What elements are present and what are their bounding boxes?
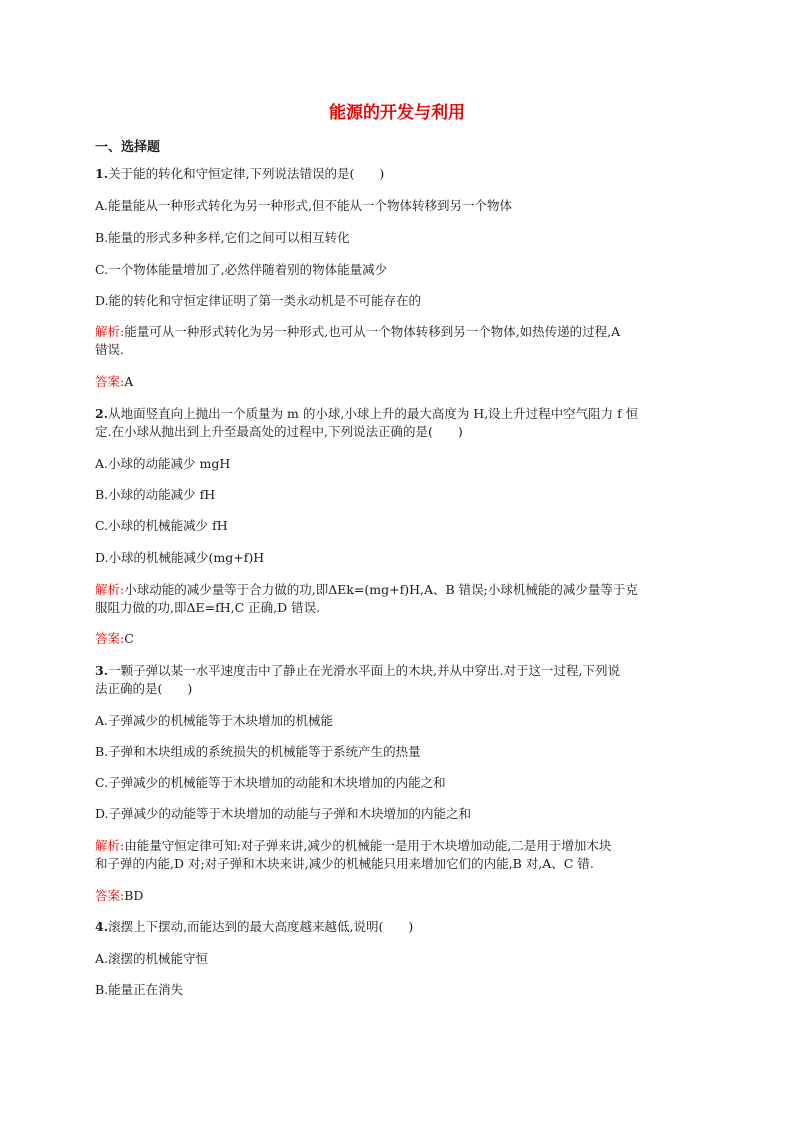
analysis-label: 解析: bbox=[95, 838, 125, 853]
question-3-stem-line-1 bbox=[95, 661, 700, 681]
q2-option-c: C.小球的机械能减少 fH bbox=[95, 518, 228, 533]
answer-label: 答案: bbox=[95, 631, 125, 646]
question-number: 2. bbox=[95, 406, 109, 421]
answer-value: BD bbox=[124, 888, 144, 903]
question-4-stem bbox=[95, 917, 700, 937]
answer-value: A bbox=[124, 374, 134, 389]
question-number: 1. bbox=[95, 166, 109, 181]
question-number: 3. bbox=[95, 663, 109, 678]
q1-analysis-line-1 bbox=[95, 322, 700, 342]
q1-option-a: A.能量能从一种形式转化为另一种形式,但不能从一个物体转移到另一个物体 bbox=[95, 198, 512, 213]
analysis-text: 能量可从一种形式转化为另一种形式,也可从一个物体转移到另一个物体,如热传递的过程,A bbox=[124, 324, 621, 339]
question-2-stem-line-1 bbox=[95, 404, 700, 424]
page-title: 能源的开发与利用 bbox=[329, 103, 465, 123]
q4-option-b: B.能量正在消失 bbox=[95, 982, 184, 997]
q1-analysis-line-2: 错误. bbox=[95, 342, 124, 357]
analysis-text: 由能量守恒定律可知:对子弹来讲,减少的机械能一是用于木块增加动能,二是用于增加木块 bbox=[124, 838, 612, 853]
question-text: 滚摆上下摆动,而能达到的最大高度越来越低,说明( ) bbox=[108, 919, 414, 934]
q4-option-a: A.滚摆的机械能守恒 bbox=[95, 951, 209, 966]
question-text: 一颗子弹以某一水平速度击中了静止在光滑水平面上的木块,并从中穿出.对于这一过程,下列说 bbox=[108, 663, 620, 678]
question-text: 关于能的转化和守恒定律,下列说法错误的是( ) bbox=[108, 166, 385, 181]
q1-answer bbox=[95, 372, 700, 392]
question-number: 4. bbox=[95, 919, 109, 934]
q3-answer bbox=[95, 886, 700, 906]
answer-label: 答案: bbox=[95, 374, 125, 389]
q2-answer bbox=[95, 629, 700, 649]
answer-label: 答案: bbox=[95, 888, 125, 903]
q1-option-d: D.能的转化和守恒定律证明了第一类永动机是不可能存在的 bbox=[95, 293, 422, 308]
q2-analysis-line-2: 服阻力做的功,即ΔE=fH,C 正确,D 错误. bbox=[95, 600, 321, 615]
q3-option-d: D.子弹减少的动能等于木块增加的动能与子弹和木块增加的内能之和 bbox=[95, 806, 472, 821]
answer-value: C bbox=[124, 631, 134, 646]
q3-analysis-line-1 bbox=[95, 836, 700, 856]
q2-option-a: A.小球的动能减少 mgH bbox=[95, 456, 231, 471]
section-heading: 一、选择题 bbox=[95, 140, 161, 155]
question-2-stem-line-2: 定.在小球从抛出到上升至最高处的过程中,下列说法正确的是( ) bbox=[95, 424, 463, 439]
analysis-label: 解析: bbox=[95, 582, 125, 597]
question-text: 从地面竖直向上抛出一个质量为 m 的小球,小球上升的最大高度为 H,设上升过程中空气阻力 f 恒 bbox=[108, 406, 639, 421]
q1-option-c: C.一个物体能量增加了,必然伴随着别的物体能量减少 bbox=[95, 262, 388, 277]
q2-option-d: D.小球的机械能减少(mg+f)H bbox=[95, 550, 265, 565]
q2-analysis-line-1 bbox=[95, 580, 700, 600]
q2-option-b: B.小球的动能减少 fH bbox=[95, 487, 216, 502]
q3-analysis-line-2: 和子弹的内能,D 对;对子弹和木块来讲,减少的机械能只用来增加它们的内能,B 对,A、C 错. bbox=[95, 856, 594, 871]
analysis-text: 小球动能的减少量等于合力做的功,即ΔEk=(mg+f)H,A、B 错误;小球机械能的减少量等于克 bbox=[124, 582, 638, 597]
question-1-stem bbox=[95, 164, 700, 184]
q3-option-c: C.子弹减少的机械能等于木块增加的动能和木块增加的内能之和 bbox=[95, 775, 446, 790]
question-3-stem-line-2: 法正确的是( ) bbox=[95, 681, 193, 696]
q1-option-b: B.能量的形式多种多样,它们之间可以相互转化 bbox=[95, 230, 350, 245]
q3-option-b: B.子弹和木块组成的系统损失的机械能等于系统产生的热量 bbox=[95, 744, 421, 759]
q3-option-a: A.子弹减少的机械能等于木块增加的机械能 bbox=[95, 713, 334, 728]
analysis-label: 解析: bbox=[95, 324, 125, 339]
